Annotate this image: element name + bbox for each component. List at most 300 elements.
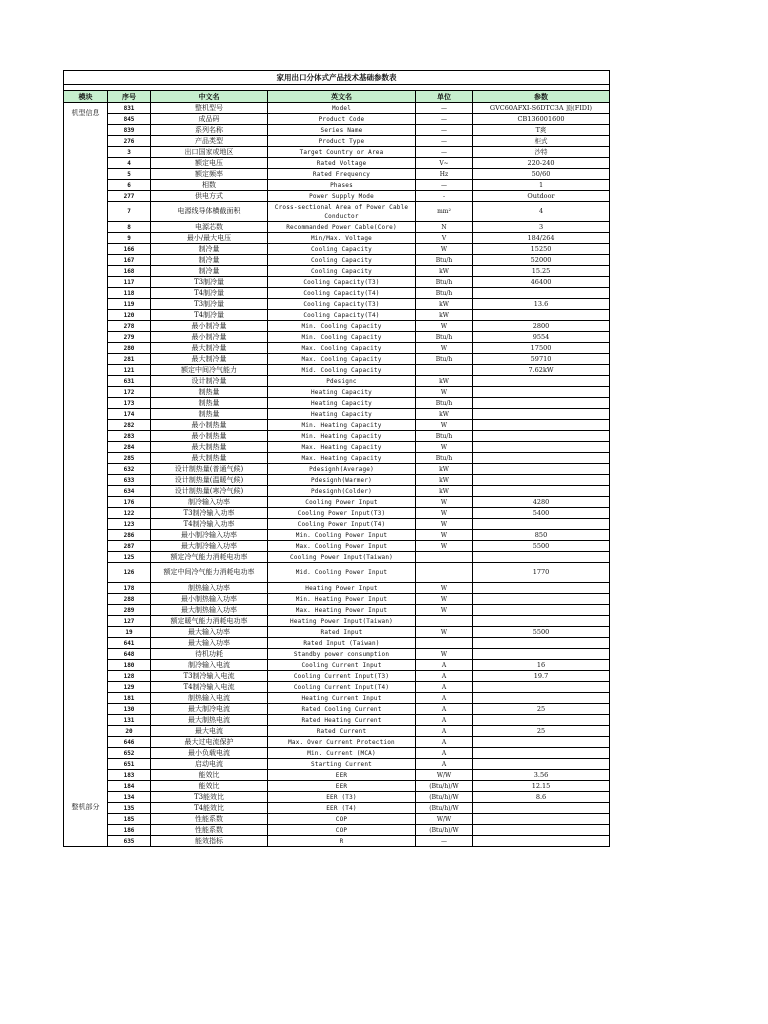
row-english-name: COP <box>268 825 416 836</box>
table-row <box>64 508 610 519</box>
row-value <box>473 825 610 836</box>
table-row <box>64 704 610 715</box>
table-row <box>64 519 610 530</box>
table-row <box>64 594 610 605</box>
row-english-name: Cooling Capacity(T4) <box>268 288 416 299</box>
row-chinese-name: 最小制热量 <box>151 420 268 431</box>
row-chinese-name: 最大制热电流 <box>151 715 268 726</box>
row-value <box>473 519 610 530</box>
row-value: 3 <box>473 222 610 233</box>
row-unit: W <box>416 594 473 605</box>
row-english-name: Min/Max. Voltage <box>268 233 416 244</box>
row-value: 5500 <box>473 627 610 638</box>
row-unit: W <box>416 387 473 398</box>
table-row <box>64 638 610 649</box>
header-value: 参数 <box>473 91 610 103</box>
row-english-name: Rated Cooling Current <box>268 704 416 715</box>
row-index: 631 <box>108 376 151 387</box>
row-value <box>473 748 610 759</box>
row-index: 118 <box>108 288 151 299</box>
row-english-name: Power Supply Mode <box>268 191 416 202</box>
row-unit: Btu/h <box>416 332 473 343</box>
table-row <box>64 693 610 704</box>
row-unit: — <box>416 836 473 847</box>
table-row <box>64 660 610 671</box>
row-index: 632 <box>108 464 151 475</box>
row-index: 121 <box>108 365 151 376</box>
row-index: 127 <box>108 616 151 627</box>
row-english-name: Cooling Current Input(T4) <box>268 682 416 693</box>
row-english-name: Cooling Current Input(T3) <box>268 671 416 682</box>
row-unit: W <box>416 321 473 332</box>
table-row <box>64 180 610 191</box>
row-unit: W <box>416 583 473 594</box>
row-unit: — <box>416 147 473 158</box>
row-chinese-name: 额定冷气能力消耗电功率 <box>151 552 268 563</box>
row-value <box>473 420 610 431</box>
row-english-name: EER (T4) <box>268 803 416 814</box>
header-index: 序号 <box>108 91 151 103</box>
row-english-name: Heating Capacity <box>268 409 416 420</box>
row-value <box>473 649 610 660</box>
row-unit: A <box>416 759 473 770</box>
row-index: 3 <box>108 147 151 158</box>
row-unit <box>416 552 473 563</box>
row-chinese-name: 最大制冷电流 <box>151 704 268 715</box>
row-english-name: Pdesignc <box>268 376 416 387</box>
row-chinese-name: 额定电压 <box>151 158 268 169</box>
row-chinese-name: 最大制冷量 <box>151 343 268 354</box>
row-english-name: Pdesignh(Average) <box>268 464 416 475</box>
row-chinese-name: 额定中间冷气能力消耗电功率 <box>151 563 268 583</box>
row-value <box>473 715 610 726</box>
table-row <box>64 759 610 770</box>
row-unit: W <box>416 497 473 508</box>
row-chinese-name: 成品码 <box>151 114 268 125</box>
row-unit: Btu/h <box>416 277 473 288</box>
row-english-name: Standby power consumption <box>268 649 416 660</box>
row-chinese-name: 设计制热量(温暖气候) <box>151 475 268 486</box>
header-module: 模块 <box>64 91 108 103</box>
row-index: 173 <box>108 398 151 409</box>
row-english-name: Heating Capacity <box>268 398 416 409</box>
row-value: 52000 <box>473 255 610 266</box>
row-unit: A <box>416 671 473 682</box>
row-english-name: Heating Capacity <box>268 387 416 398</box>
row-english-name: Min. Cooling Power Input <box>268 530 416 541</box>
table-row <box>64 836 610 847</box>
row-unit: W <box>416 442 473 453</box>
row-index: 278 <box>108 321 151 332</box>
row-english-name: Max. Heating Capacity <box>268 442 416 453</box>
row-value: CB136001600 <box>473 114 610 125</box>
row-unit: kW <box>416 266 473 277</box>
row-unit: A <box>416 737 473 748</box>
row-english-name: Rated Heating Current <box>268 715 416 726</box>
row-chinese-name: 制热量 <box>151 409 268 420</box>
table-row <box>64 803 610 814</box>
row-unit: W <box>416 343 473 354</box>
row-index: 839 <box>108 125 151 136</box>
row-chinese-name: T3制冷量 <box>151 299 268 310</box>
row-chinese-name: 待机功耗 <box>151 649 268 660</box>
row-unit: V <box>416 233 473 244</box>
row-index: 123 <box>108 519 151 530</box>
row-chinese-name: 最大制冷输入功率 <box>151 541 268 552</box>
row-index: 285 <box>108 453 151 464</box>
row-value <box>473 409 610 420</box>
row-english-name: Rated Voltage <box>268 158 416 169</box>
row-index: 648 <box>108 649 151 660</box>
row-chinese-name: 最大制冷量 <box>151 354 268 365</box>
row-value: 16 <box>473 660 610 671</box>
table-row <box>64 277 610 288</box>
table-row <box>64 748 610 759</box>
row-chinese-name: 系列名称 <box>151 125 268 136</box>
row-chinese-name: 最小制冷输入功率 <box>151 530 268 541</box>
row-unit: A <box>416 682 473 693</box>
row-index: 283 <box>108 431 151 442</box>
row-english-name: Min. Heating Capacity <box>268 420 416 431</box>
table-row <box>64 136 610 147</box>
row-value: 50/60 <box>473 169 610 180</box>
row-english-name: Target Country or Area <box>268 147 416 158</box>
row-index: 7 <box>108 202 151 222</box>
row-index: 19 <box>108 627 151 638</box>
table-row <box>64 169 610 180</box>
module-cell-model-info: 机型信息 <box>64 103 108 125</box>
row-index: 6 <box>108 180 151 191</box>
row-chinese-name: 最小/最大电压 <box>151 233 268 244</box>
row-english-name: Mid. Cooling Capacity <box>268 365 416 376</box>
table-row <box>64 310 610 321</box>
table-row <box>64 354 610 365</box>
row-chinese-name: T4制冷输入电流 <box>151 682 268 693</box>
row-value <box>473 803 610 814</box>
row-index: 185 <box>108 814 151 825</box>
row-value: 13.6 <box>473 299 610 310</box>
row-value: 19.7 <box>473 671 610 682</box>
row-unit: W <box>416 605 473 616</box>
row-unit: W <box>416 508 473 519</box>
table-row <box>64 266 610 277</box>
row-unit: — <box>416 180 473 191</box>
row-english-name: Phases <box>268 180 416 191</box>
table-row <box>64 671 610 682</box>
row-unit: — <box>416 103 473 114</box>
row-english-name: Cooling Capacity(T3) <box>268 299 416 310</box>
row-index: 135 <box>108 803 151 814</box>
table-row <box>64 453 610 464</box>
row-value <box>473 453 610 464</box>
row-unit: W/W <box>416 814 473 825</box>
table-row <box>64 365 610 376</box>
row-english-name: Cooling Power Input(T3) <box>268 508 416 519</box>
row-english-name: Heating Power Input <box>268 583 416 594</box>
table-row <box>64 147 610 158</box>
table-row <box>64 682 610 693</box>
row-index: 186 <box>108 825 151 836</box>
row-index: 125 <box>108 552 151 563</box>
row-unit: — <box>416 114 473 125</box>
row-index: 635 <box>108 836 151 847</box>
table-row <box>64 737 610 748</box>
row-english-name: Rated Input <box>268 627 416 638</box>
row-english-name: Min. Cooling Capacity <box>268 332 416 343</box>
row-unit: Btu/h <box>416 288 473 299</box>
row-value: 1770 <box>473 563 610 583</box>
row-index: 180 <box>108 660 151 671</box>
row-value <box>473 431 610 442</box>
row-index: 181 <box>108 693 151 704</box>
row-chinese-name: 产品类型 <box>151 136 268 147</box>
row-index: 184 <box>108 781 151 792</box>
row-value <box>473 638 610 649</box>
row-unit: mm² <box>416 202 473 222</box>
row-index: 845 <box>108 114 151 125</box>
table-row <box>64 244 610 255</box>
row-unit: A <box>416 715 473 726</box>
row-index: 831 <box>108 103 151 114</box>
row-chinese-name: 设计制冷量 <box>151 376 268 387</box>
row-chinese-name: 额定频率 <box>151 169 268 180</box>
table-row <box>64 103 610 114</box>
title-row <box>64 71 610 85</box>
row-value: 17500 <box>473 343 610 354</box>
row-chinese-name: T3制冷量 <box>151 277 268 288</box>
row-chinese-name: 最大过电流保护 <box>151 737 268 748</box>
row-english-name: EER (T3) <box>268 792 416 803</box>
table-row <box>64 299 610 310</box>
table-row <box>64 627 610 638</box>
table-row <box>64 726 610 737</box>
row-value: 4280 <box>473 497 610 508</box>
header-row <box>64 91 610 103</box>
row-value: 沙特 <box>473 147 610 158</box>
row-unit: kW <box>416 299 473 310</box>
row-chinese-name: T3制冷输入功率 <box>151 508 268 519</box>
row-value <box>473 376 610 387</box>
table-row <box>64 814 610 825</box>
row-unit <box>416 638 473 649</box>
row-chinese-name: 制热输入功率 <box>151 583 268 594</box>
table-row <box>64 409 610 420</box>
row-unit: - <box>416 191 473 202</box>
table-row <box>64 332 610 343</box>
table-row <box>64 431 610 442</box>
table-row <box>64 605 610 616</box>
row-index: 279 <box>108 332 151 343</box>
row-chinese-name: T4制冷输入功率 <box>151 519 268 530</box>
row-chinese-name: 能效比 <box>151 770 268 781</box>
row-index: 284 <box>108 442 151 453</box>
row-chinese-name: 最大制热输入功率 <box>151 605 268 616</box>
row-value: 柜式 <box>473 136 610 147</box>
row-value <box>473 836 610 847</box>
row-value: 184/264 <box>473 233 610 244</box>
row-english-name: Model <box>268 103 416 114</box>
table-row <box>64 420 610 431</box>
row-index: 633 <box>108 475 151 486</box>
row-unit: W <box>416 244 473 255</box>
row-chinese-name: 制冷量 <box>151 244 268 255</box>
row-value: Outdoor <box>473 191 610 202</box>
row-english-name: Pdesignh(Colder) <box>268 486 416 497</box>
row-english-name: Cooling Capacity <box>268 266 416 277</box>
row-chinese-name: 电源线导体横截面积 <box>151 202 268 222</box>
row-unit: (Btu/h)/W <box>416 781 473 792</box>
row-index: 286 <box>108 530 151 541</box>
row-unit: Btu/h <box>416 255 473 266</box>
row-unit: kW <box>416 310 473 321</box>
row-value: 12.15 <box>473 781 610 792</box>
row-index: 280 <box>108 343 151 354</box>
row-english-name: Rated Frequency <box>268 169 416 180</box>
row-chinese-name: T4能效比 <box>151 803 268 814</box>
row-chinese-name: T3制冷输入电流 <box>151 671 268 682</box>
row-value: 5400 <box>473 508 610 519</box>
row-index: 652 <box>108 748 151 759</box>
row-value <box>473 552 610 563</box>
row-value: 8.6 <box>473 792 610 803</box>
module-cell-unit: 整机部分 <box>64 125 108 847</box>
row-index: 183 <box>108 770 151 781</box>
row-chinese-name: 性能系数 <box>151 825 268 836</box>
row-value: 7.62kW <box>473 365 610 376</box>
row-english-name: Max. Cooling Capacity <box>268 354 416 365</box>
row-index: 281 <box>108 354 151 365</box>
row-unit: Btu/h <box>416 431 473 442</box>
row-index: 646 <box>108 737 151 748</box>
row-english-name: Series Name <box>268 125 416 136</box>
row-value <box>473 616 610 627</box>
row-index: 5 <box>108 169 151 180</box>
row-english-name: Cross-sectional Area of Power Cable Conductor <box>268 202 416 222</box>
row-value: 15.25 <box>473 266 610 277</box>
row-chinese-name: 制冷输入电流 <box>151 660 268 671</box>
row-chinese-name: 供电方式 <box>151 191 268 202</box>
row-index: 4 <box>108 158 151 169</box>
row-chinese-name: 制热量 <box>151 398 268 409</box>
table-row <box>64 583 610 594</box>
row-english-name: Cooling Capacity <box>268 255 416 266</box>
row-chinese-name: 最小制热输入功率 <box>151 594 268 605</box>
row-english-name: Cooling Power Input <box>268 497 416 508</box>
row-english-name: Max. Cooling Capacity <box>268 343 416 354</box>
row-english-name: Max. Heating Power Input <box>268 605 416 616</box>
row-index: 8 <box>108 222 151 233</box>
row-chinese-name: 额定中间冷气能力 <box>151 365 268 376</box>
row-unit: — <box>416 125 473 136</box>
row-value <box>473 759 610 770</box>
row-value: 15250 <box>473 244 610 255</box>
row-english-name: Min. Heating Power Input <box>268 594 416 605</box>
row-index: 131 <box>108 715 151 726</box>
row-unit: A <box>416 660 473 671</box>
row-value: 3.56 <box>473 770 610 781</box>
row-value: 220-240 <box>473 158 610 169</box>
row-unit: (Btu/h)/W <box>416 825 473 836</box>
row-value <box>473 814 610 825</box>
row-chinese-name: 制冷量 <box>151 266 268 277</box>
row-value <box>473 288 610 299</box>
row-index: 128 <box>108 671 151 682</box>
row-index: 174 <box>108 409 151 420</box>
row-english-name: Rated Input (Taiwan) <box>268 638 416 649</box>
row-unit: V~ <box>416 158 473 169</box>
row-index: 288 <box>108 594 151 605</box>
row-value: 46400 <box>473 277 610 288</box>
row-index: 126 <box>108 563 151 583</box>
row-chinese-name: 设计制热量(寒冷气候) <box>151 486 268 497</box>
row-index: 130 <box>108 704 151 715</box>
row-index: 119 <box>108 299 151 310</box>
row-unit: A <box>416 748 473 759</box>
table-row <box>64 497 610 508</box>
row-index: 20 <box>108 726 151 737</box>
row-index: 276 <box>108 136 151 147</box>
row-chinese-name: 启动电流 <box>151 759 268 770</box>
row-chinese-name: 最大制热量 <box>151 453 268 464</box>
header-english-name: 英文名 <box>268 91 416 103</box>
row-chinese-name: 制冷量 <box>151 255 268 266</box>
row-chinese-name: T4制冷量 <box>151 310 268 321</box>
table-row <box>64 552 610 563</box>
table-row <box>64 288 610 299</box>
table-row <box>64 343 610 354</box>
row-unit: kW <box>416 475 473 486</box>
row-index: 9 <box>108 233 151 244</box>
row-english-name: Recommanded Power Cable(Core) <box>268 222 416 233</box>
row-english-name: Heating Power Input(Taiwan) <box>268 616 416 627</box>
row-index: 117 <box>108 277 151 288</box>
row-english-name: EER <box>268 781 416 792</box>
row-value <box>473 475 610 486</box>
row-english-name: Pdesignh(Warmer) <box>268 475 416 486</box>
row-chinese-name: 性能系数 <box>151 814 268 825</box>
row-english-name: Starting Current <box>268 759 416 770</box>
header-unit: 单位 <box>416 91 473 103</box>
table-row <box>64 442 610 453</box>
row-unit: A <box>416 693 473 704</box>
table-row <box>64 222 610 233</box>
table-row <box>64 616 610 627</box>
row-value <box>473 310 610 321</box>
row-index: 129 <box>108 682 151 693</box>
row-english-name: Max. Cooling Power Input <box>268 541 416 552</box>
table-row <box>64 191 610 202</box>
row-value: GVC60AFXI-S6DTC3A 顶(FIDI) <box>473 103 610 114</box>
row-unit: Btu/h <box>416 354 473 365</box>
row-value: 1 <box>473 180 610 191</box>
table-row <box>64 825 610 836</box>
table-row <box>64 530 610 541</box>
table-row <box>64 649 610 660</box>
table-row <box>64 114 610 125</box>
row-unit: N <box>416 222 473 233</box>
row-unit: W <box>416 649 473 660</box>
row-chinese-name: 最大制热量 <box>151 442 268 453</box>
row-index: 289 <box>108 605 151 616</box>
row-value <box>473 583 610 594</box>
row-english-name: COP <box>268 814 416 825</box>
row-chinese-name: 最小制冷量 <box>151 332 268 343</box>
row-value: 25 <box>473 726 610 737</box>
row-english-name: Cooling Current Input <box>268 660 416 671</box>
table-row <box>64 563 610 583</box>
row-value: 4 <box>473 202 610 222</box>
table-row <box>64 233 610 244</box>
